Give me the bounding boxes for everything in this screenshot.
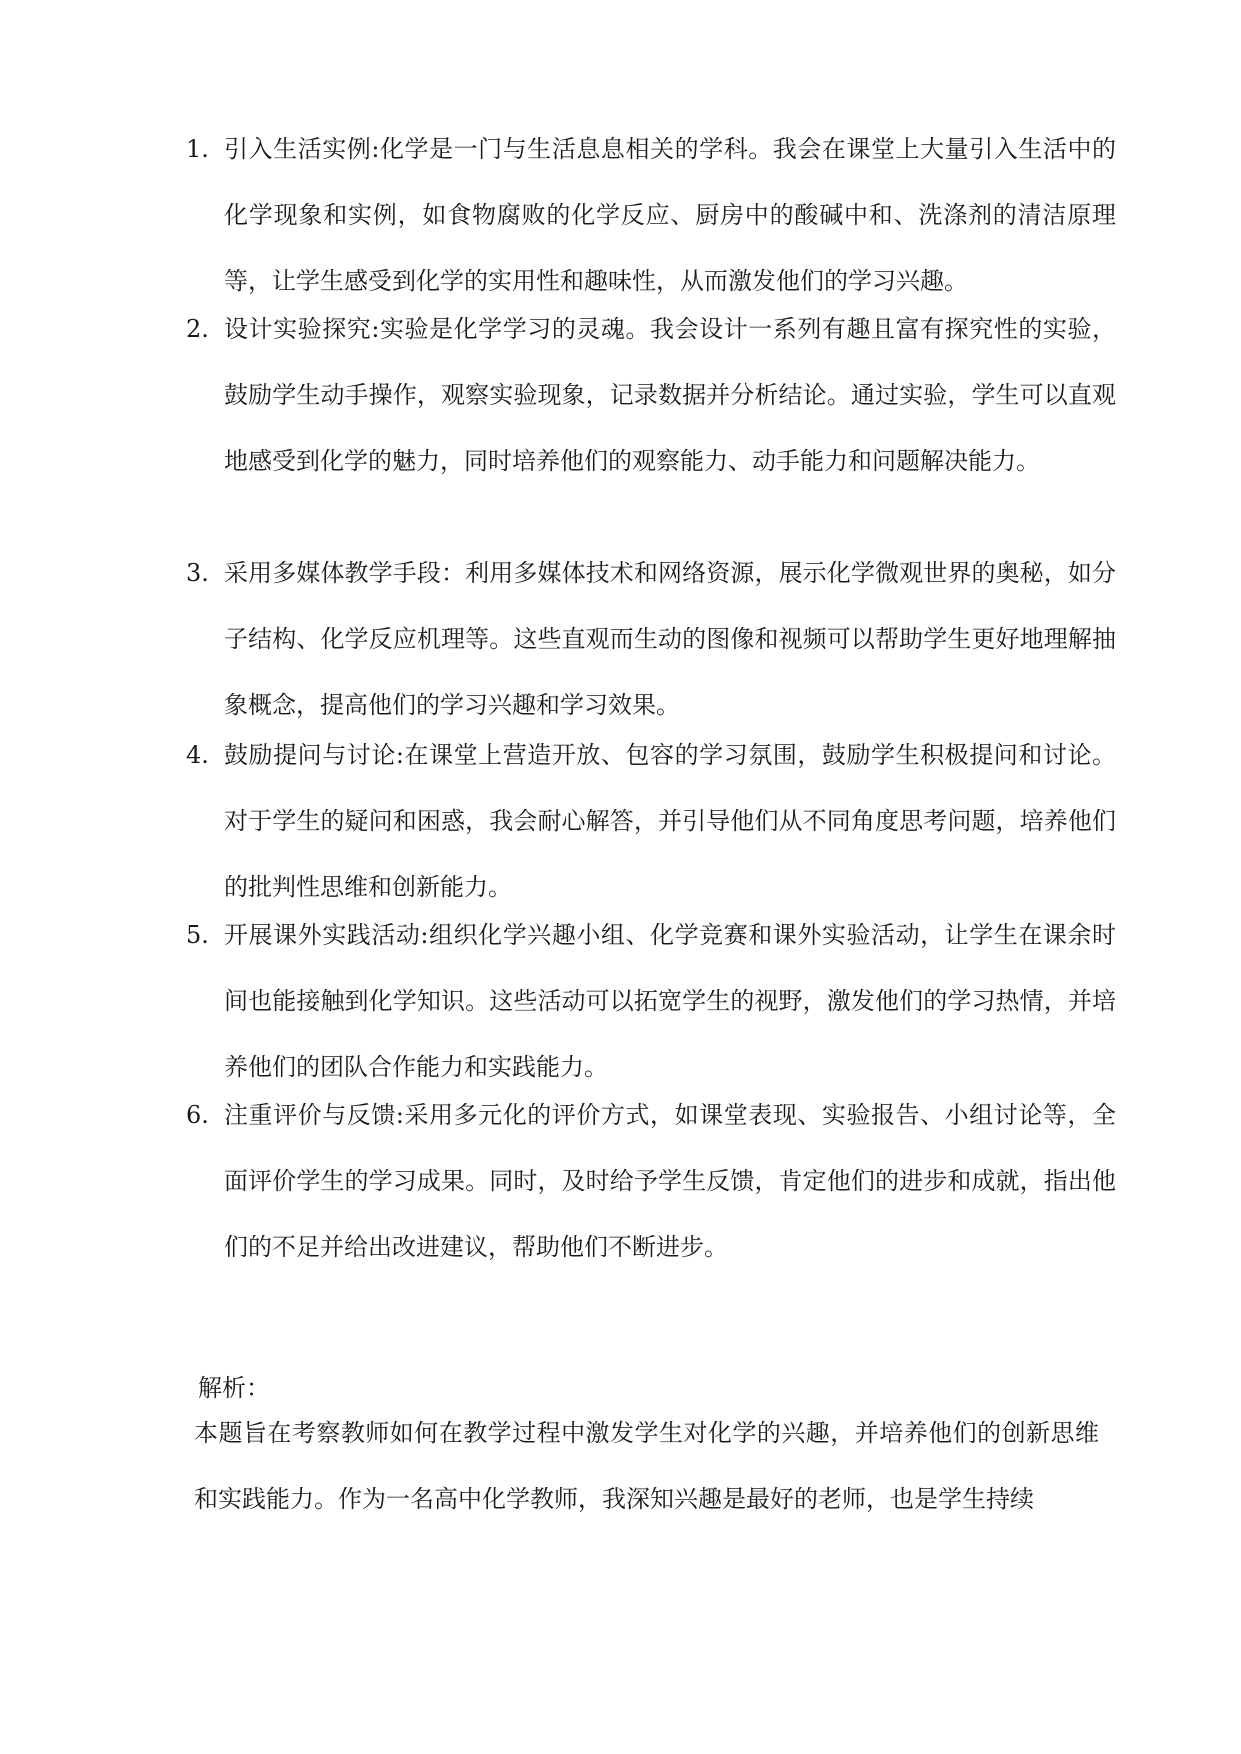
item-text: 实验是化学学习的灵魂。我会设计一系列有趣且富有探究性的实验，鼓励学生动手操作，观察实验现象，记录数据并分析结论。通过实验，学生可以直观地感受到化学的魅力，同时培养他们的观察能力、动手能力和问题解决能力。 [224,315,1116,475]
item-number: 4. [186,741,209,769]
list-item-5 [186,902,1116,1100]
list-item-1 [186,116,1116,314]
item-body [224,1082,1116,1280]
item-title: 鼓励提问与讨论: [224,741,404,769]
item-text: 组织化学兴趣小组、化学竞赛和课外实验活动，让学生在课余时间也能接触到化学知识。这些活动可以拓宽学生的视野，激发他们的学习热情，并培养他们的团队合作能力和实践能力。 [224,921,1116,1081]
item-body [224,296,1116,494]
item-title: 开展课外实践活动: [224,921,429,949]
item-body [224,116,1116,314]
list-item-3 [186,540,1116,738]
analysis-paragraph: 本题旨在考察教师如何在教学过程中激发学生对化学的兴趣，并培养他们的创新思维和实践能力。作为一名高中化学教师，我深知兴趣是最好的老师，也是学生持续 [194,1419,1099,1513]
item-body [224,722,1116,920]
item-title: 设计实验探究: [224,315,380,343]
item-body [224,540,1116,738]
list-item-4 [186,722,1116,920]
item-text: 利用多媒体技术和网络资源，展示化学微观世界的奥秘，如分子结构、化学反应机理等。这些直观而生动的图像和视频可以帮助学生更好地理解抽象概念，提高他们的学习兴趣和学习效果。 [224,559,1117,719]
item-number: 5. [186,921,209,949]
item-number: 2. [186,315,209,343]
list-item-2 [186,296,1116,494]
item-text: 采用多元化的评价方式，如课堂表现、实验报告、小组讨论等，全面评价学生的学习成果。同时，及时给予学生反馈，肯定他们的进步和成就，指出他们的不足并给出改进建议，帮助他们不断进步。 [224,1101,1117,1261]
item-body [224,902,1116,1100]
item-title: 引入生活实例: [224,135,380,163]
list-item-6 [186,1082,1116,1280]
item-title: 注重评价与反馈: [224,1101,404,1129]
item-number: 3. [186,559,209,587]
item-title: 采用多媒体教学手段： [224,559,466,587]
item-number: 1. [186,135,209,163]
item-number: 6. [186,1101,209,1129]
item-text: 在课堂上营造开放、包容的学习氛围，鼓励学生积极提问和讨论。对于学生的疑问和困惑，我会耐心解答，并引导他们从不同角度思考问题，培养他们的批判性思维和创新能力。 [224,741,1117,901]
item-text: 化学是一门与生活息息相关的学科。我会在课堂上大量引入生活中的化学现象和实例，如食物腐败的化学反应、厨房中的酸碱中和、洗涤剂的清洁原理等，让学生感受到化学的实用性和趣味性，从而激发他们的学习兴趣。 [224,135,1116,295]
analysis-label: 解析： [198,1374,270,1402]
